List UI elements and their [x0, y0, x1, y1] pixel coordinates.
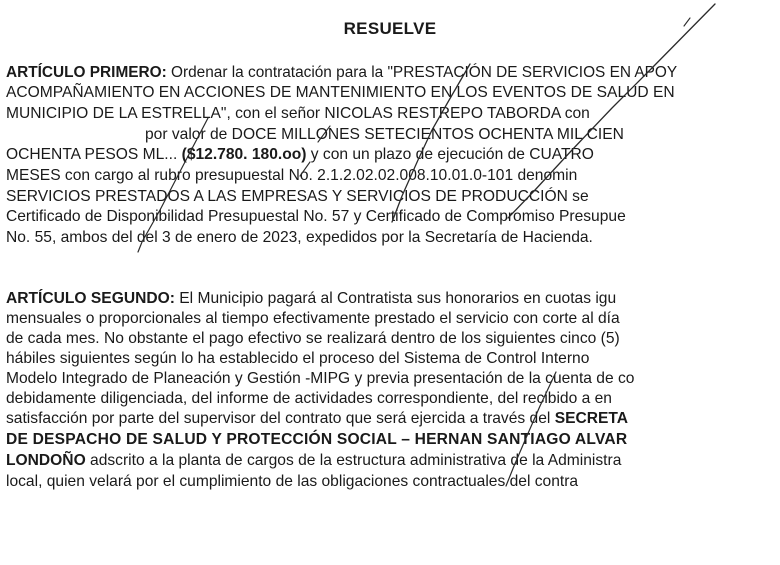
articulo-primero-line-9: No. 55, ambos del del 3 de enero de 2023, expedidos por la Secretaría de Hacienda. — [6, 229, 593, 246]
articulo-primero-line-4: por valor de DOCE MILLONES SETECIENTOS OCHENTA MIL CIEN — [145, 126, 624, 143]
articulo-segundo-line-8: DE DESPACHO DE SALUD Y PROTECCIÓN SOCIAL – HERNAN SANTIAGO ALVAR — [6, 431, 628, 448]
articulo-segundo-line-9: LONDOÑO adscrito a la planta de cargos de la estructura administrativa de la Administra — [6, 452, 622, 469]
articulo-primero-label: ARTÍCULO PRIMERO: — [6, 64, 167, 81]
articulo-primero-line-1: ARTÍCULO PRIMERO: Ordenar la contratación para la "PRESTACIÓN DE SERVICIOS EN APOY — [6, 64, 678, 81]
articulo-segundo-line-2: mensuales o proporcionales al tiempo efectivamente prestado el servicio con corte al día — [6, 310, 620, 327]
articulo-primero-line-5: OCHENTA PESOS ML... ($12.780. 180.oo) y con un plazo de ejecución de CUATRO — [6, 146, 594, 163]
articulo-segundo-line-10: local, quien velará por el cumplimiento de las obligaciones contractuales del contra — [6, 473, 579, 490]
articulo-segundo-line-5: Modelo Integrado de Planeación y Gestión -MIPG y previa presentación de la cuenta de co — [6, 370, 635, 387]
articulo-segundo-line-1: ARTÍCULO SEGUNDO: El Municipio pagará al Contratista sus honorarios en cuotas igu — [6, 290, 617, 307]
articulo-segundo-line-6: debidamente diligenciada, del informe de actividades correspondiente, del recibido a en — [6, 390, 612, 407]
articulo-primero-line-6: MESES con cargo al rubro presupuestal No. 2.1.2.02.02.008.10.01.0-101 denomin — [6, 167, 578, 184]
articulo-segundo-line-7: satisfacción por parte del supervisor del contrato que será ejercida a través del SECRETA — [6, 410, 629, 427]
articulo-segundo-label: ARTÍCULO SEGUNDO: — [6, 290, 175, 307]
articulo-primero-line-8: Certificado de Disponibilidad Presupuestal No. 57 y Certificado de Compromiso Presupue — [6, 208, 626, 225]
articulo-primero-line-3: MUNICIPIO DE LA ESTRELLA", con el señor NICOLAS RESTREPO TABORDA con — [6, 105, 590, 122]
articulo-segundo-line-4: hábiles siguientes según lo ha establecido el proceso del Sistema de Control Interno — [6, 350, 590, 367]
articulo-primero-line-7: SERVICIOS PRESTADOS A LAS EMPRESAS Y SERVICIOS DE PRODUCCIÓN se — [6, 188, 589, 205]
articulo-segundo-line-3: de cada mes. No obstante el pago efectivo se realizará dentro de los siguientes cinco (5) — [6, 330, 620, 347]
section-heading: RESUELVE — [343, 19, 437, 38]
articulo-primero-line-2: ACOMPAÑAMIENTO EN ACCIONES DE MANTENIMIENTO EN LOS EVENTOS DE SALUD EN — [6, 84, 675, 101]
contract-value: ($12.780. 180.oo) — [181, 146, 307, 163]
